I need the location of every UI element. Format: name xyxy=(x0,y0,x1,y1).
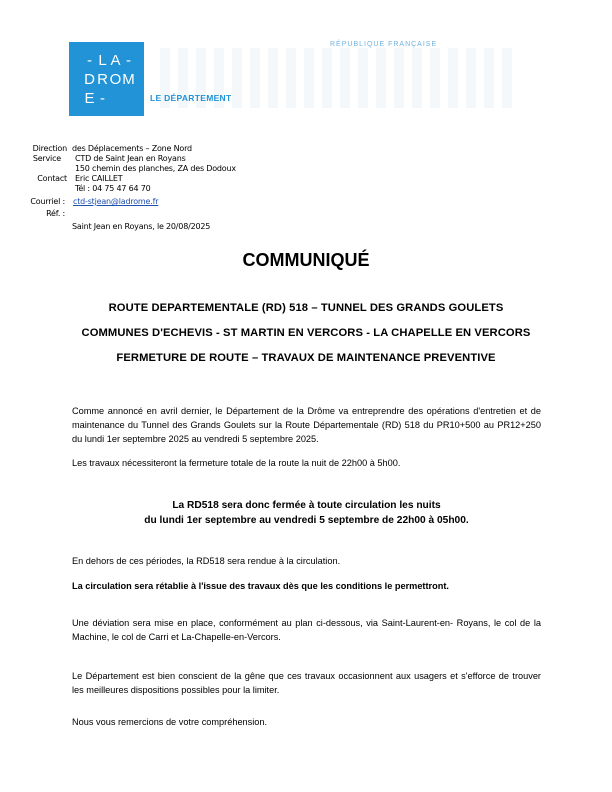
contact-value: Eric CAILLET xyxy=(75,174,123,183)
highlight-line-1: La RD518 sera donc fermée à toute circulation les nuits xyxy=(172,500,441,511)
department-label: LE DÉPARTEMENT xyxy=(150,93,232,103)
contact-phone: Tél : 04 75 47 64 70 xyxy=(75,184,151,193)
page-title: COMMUNIQUÉ xyxy=(242,250,370,270)
ref-label: Réf. : xyxy=(46,209,65,218)
date-line: Saint Jean en Royans, le 20/08/2025 xyxy=(72,222,211,231)
paragraph-announcement: Comme annoncé en avril dernier, le Département de la Drôme va entreprendre des opérations d'entretien et de maintenance du Tunnel des Grands Goulets sur la Route Départementale (RD) 518 du PR10+500 au PR12+250 du lundi 1er septembre 2025 au vendredi 5 septembre 2025. xyxy=(72,406,541,444)
service-label: Service xyxy=(32,154,61,163)
logo-letter: A xyxy=(110,52,121,69)
paragraph-outside-periods: En dehors de ces périodes, la RD518 sera rendue à la circulation. xyxy=(72,556,341,566)
service-value: CTD de Saint Jean en Royans xyxy=(75,154,186,163)
service-address: 150 chemin des planches, ZA des Dodoux xyxy=(75,164,236,173)
courriel-label: Courriel : xyxy=(30,197,65,206)
logo-letter: - xyxy=(100,90,105,107)
logo-letter: - xyxy=(87,52,92,69)
paragraph-apology: Le Département est bien conscient de la gêne que ces travaux occasionnent aux usagers et s'efforce de trouver les meilleures dispositions possibles pour la limiter. xyxy=(72,671,541,695)
logo-letter: E xyxy=(84,90,95,107)
direction-label: Direction xyxy=(32,144,67,153)
ladrome-logo xyxy=(69,42,144,116)
logo-letter: O xyxy=(109,71,122,88)
republique-label: RÉPUBLIQUE FRANÇAISE xyxy=(330,41,438,48)
contact-label: Contact xyxy=(37,174,67,183)
subtitle-road: ROUTE DEPARTEMENTALE (RD) 518 – TUNNEL DES GRANDS GOULETS xyxy=(108,302,504,314)
direction-value: des Déplacements – Zone Nord xyxy=(72,144,192,153)
paragraph-restoration: La circulation sera rétablie à l'issue des travaux dès que les conditions le permettront. xyxy=(72,581,449,591)
paragraph-closure: Les travaux nécessiteront la fermeture totale de la route la nuit de 22h00 à 5h00. xyxy=(72,458,401,468)
logo-letter: - xyxy=(126,52,131,69)
paragraph-thanks: Nous vous remercions de votre compréhension. xyxy=(72,717,268,727)
highlight-line-2: du lundi 1er septembre au vendredi 5 septembre de 22h00 à 05h00. xyxy=(144,515,469,526)
logo-letter: L xyxy=(98,52,107,69)
subtitle-communes: COMMUNES D'ECHEVIS - ST MARTIN EN VERCORS - LA CHAPELLE EN VERCORS xyxy=(81,327,531,339)
logo-letter: M xyxy=(122,71,135,88)
logo-letter: D xyxy=(84,71,95,88)
logo-letter: R xyxy=(97,71,108,88)
courriel-link[interactable]: ctd-stjean@ladrome.fr xyxy=(73,197,159,206)
paragraph-deviation: Une déviation sera mise en place, conformément au plan ci-dessous, via Saint-Laurent-en- Royans, le col de la Machine, le col de Carri et La-Chapelle-en-Vercors. xyxy=(72,618,541,642)
logo-letters xyxy=(83,52,135,107)
subtitle-closure: FERMETURE DE ROUTE – TRAVAUX DE MAINTENANCE PREVENTIVE xyxy=(116,352,496,364)
